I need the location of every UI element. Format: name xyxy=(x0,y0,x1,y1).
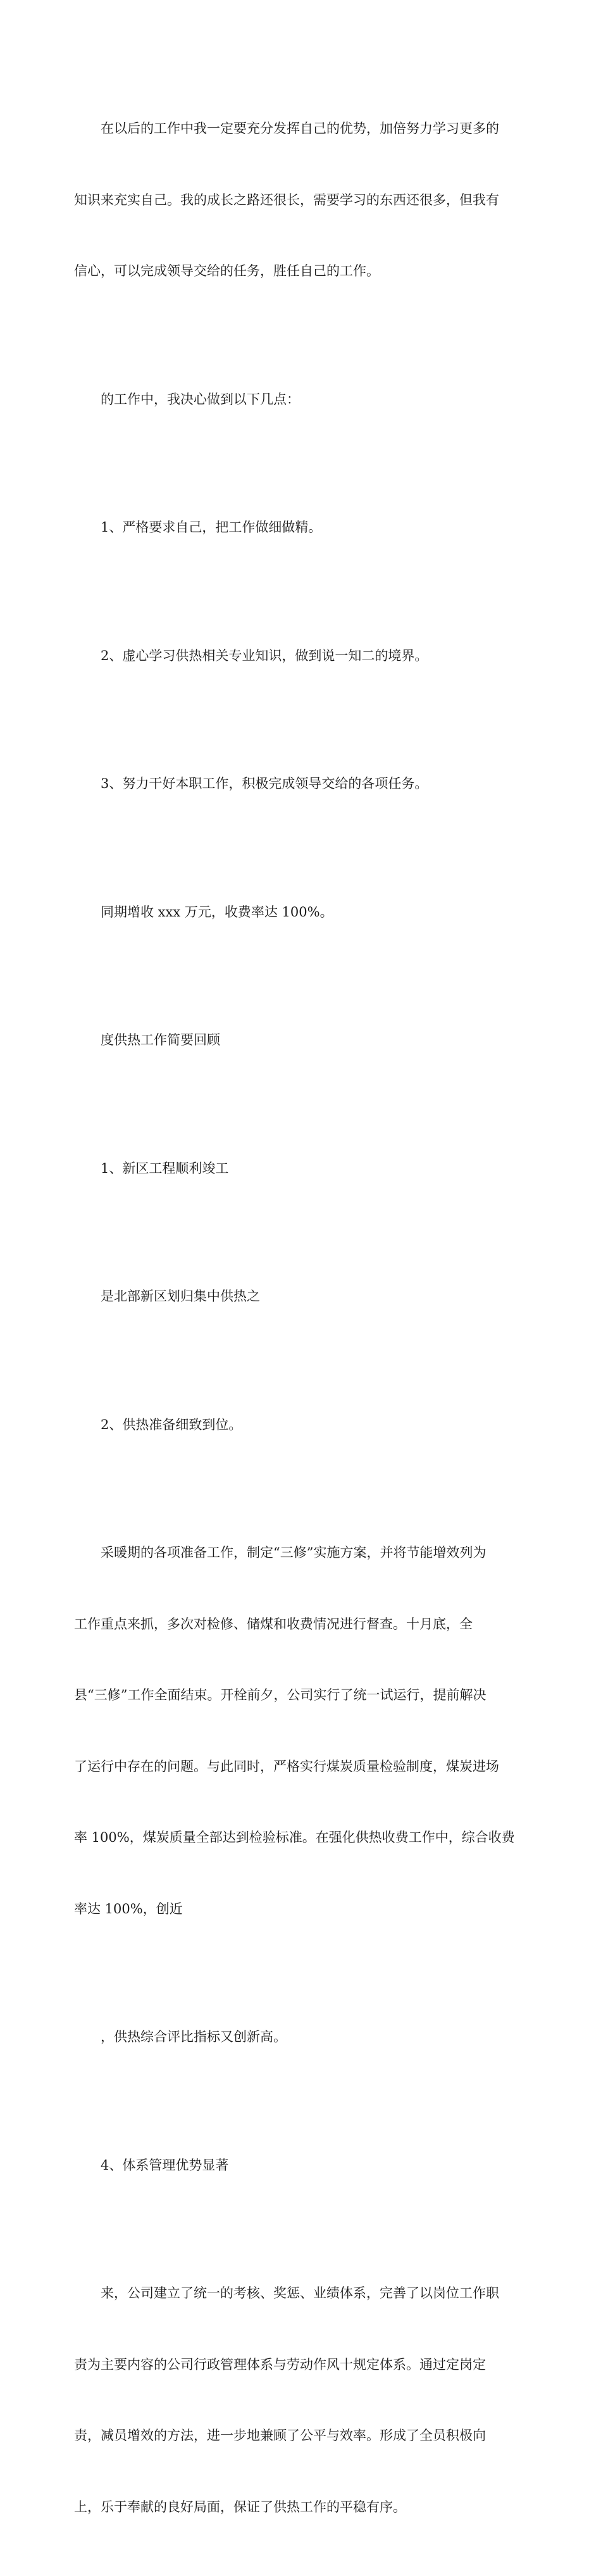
text-line: 同期增收 xxx 万元，收费率达 100%。 xyxy=(101,904,333,920)
list-item xyxy=(74,468,530,587)
text-line: 率 100%，煤炭质量全部达到检验标准。在强化供热收费工作中，综合收费 xyxy=(74,1830,515,1845)
text-line: 4、体系管理优势显著 xyxy=(101,2157,229,2173)
text-line: 采暖期的各项准备工作，制定“三修”实施方案，并将节能增效列为 xyxy=(101,1545,486,1560)
text-line: 责，减员增效的方法，进一步地兼顾了公平与效率。形成了全员积极向 xyxy=(74,2428,486,2443)
paragraph xyxy=(74,853,530,972)
paragraph xyxy=(74,70,530,331)
paragraph xyxy=(74,1237,530,1356)
text-line: 3、努力干好本职工作，积极完成领导交给的各项任务。 xyxy=(101,776,428,791)
section-heading xyxy=(74,2106,530,2225)
section-heading xyxy=(74,981,530,1100)
text-line: 2、虚心学习供热相关专业知识，做到说一知二的境界。 xyxy=(101,647,428,663)
text-line: 责为主要内容的公司行政管理体系与劳动作风十规定体系。通过定岗定 xyxy=(74,2356,486,2372)
paragraph xyxy=(74,1978,530,2097)
text-line: ，供热综合评比指标又创新高。 xyxy=(101,2029,287,2044)
section-heading xyxy=(74,1366,530,1485)
text-line: 上，乐于奉献的良好局面，保证了供热工作的平稳有序。 xyxy=(74,2499,406,2515)
text-line: 2、供热准备细致到位。 xyxy=(101,1416,242,1432)
text-line: 1、新区工程顺利竣工 xyxy=(101,1160,229,1176)
text-line: 的工作中，我决心做到以下几点： xyxy=(101,391,300,407)
text-line: 是北部新区划归集中供热之 xyxy=(101,1289,260,1304)
list-item xyxy=(74,725,530,844)
text-line: 了运行中存在的问题。与此同时，严格实行煤炭质量检验制度，煤炭进场 xyxy=(74,1758,499,1774)
text-line: 来，公司建立了统一的考核、奖惩、业绩体系，完善了以岗位工作职 xyxy=(101,2285,499,2301)
text-line: 县“三修”工作全面结束。开栓前夕，公司实行了统一试运行，提前解决 xyxy=(74,1687,486,1703)
text-line: 工作重点来抓，多次对检修、储煤和收费情况进行督查。十月底，全 xyxy=(74,1616,473,1632)
section-heading xyxy=(74,1110,530,1229)
paragraph xyxy=(74,1494,530,1968)
list-item xyxy=(74,597,530,716)
text-line: 1、严格要求自己，把工作做细做精。 xyxy=(101,520,322,535)
text-line: 率达 100%，创近 xyxy=(74,1901,183,1916)
text-line: 度供热工作简要回顾 xyxy=(101,1032,220,1047)
text-line: 在以后的工作中我一定要充分发挥自己的优势，加倍努力学习更多的 xyxy=(101,121,499,136)
paragraph xyxy=(74,341,530,460)
text-line: 信心，可以完成领导交给的任务，胜任自己的工作。 xyxy=(74,263,380,278)
paragraph xyxy=(74,2234,530,2567)
document-page xyxy=(74,70,530,2576)
text-line: 知识来充实自己。我的成长之路还很长，需要学习的东西还很多，但我有 xyxy=(74,192,499,208)
